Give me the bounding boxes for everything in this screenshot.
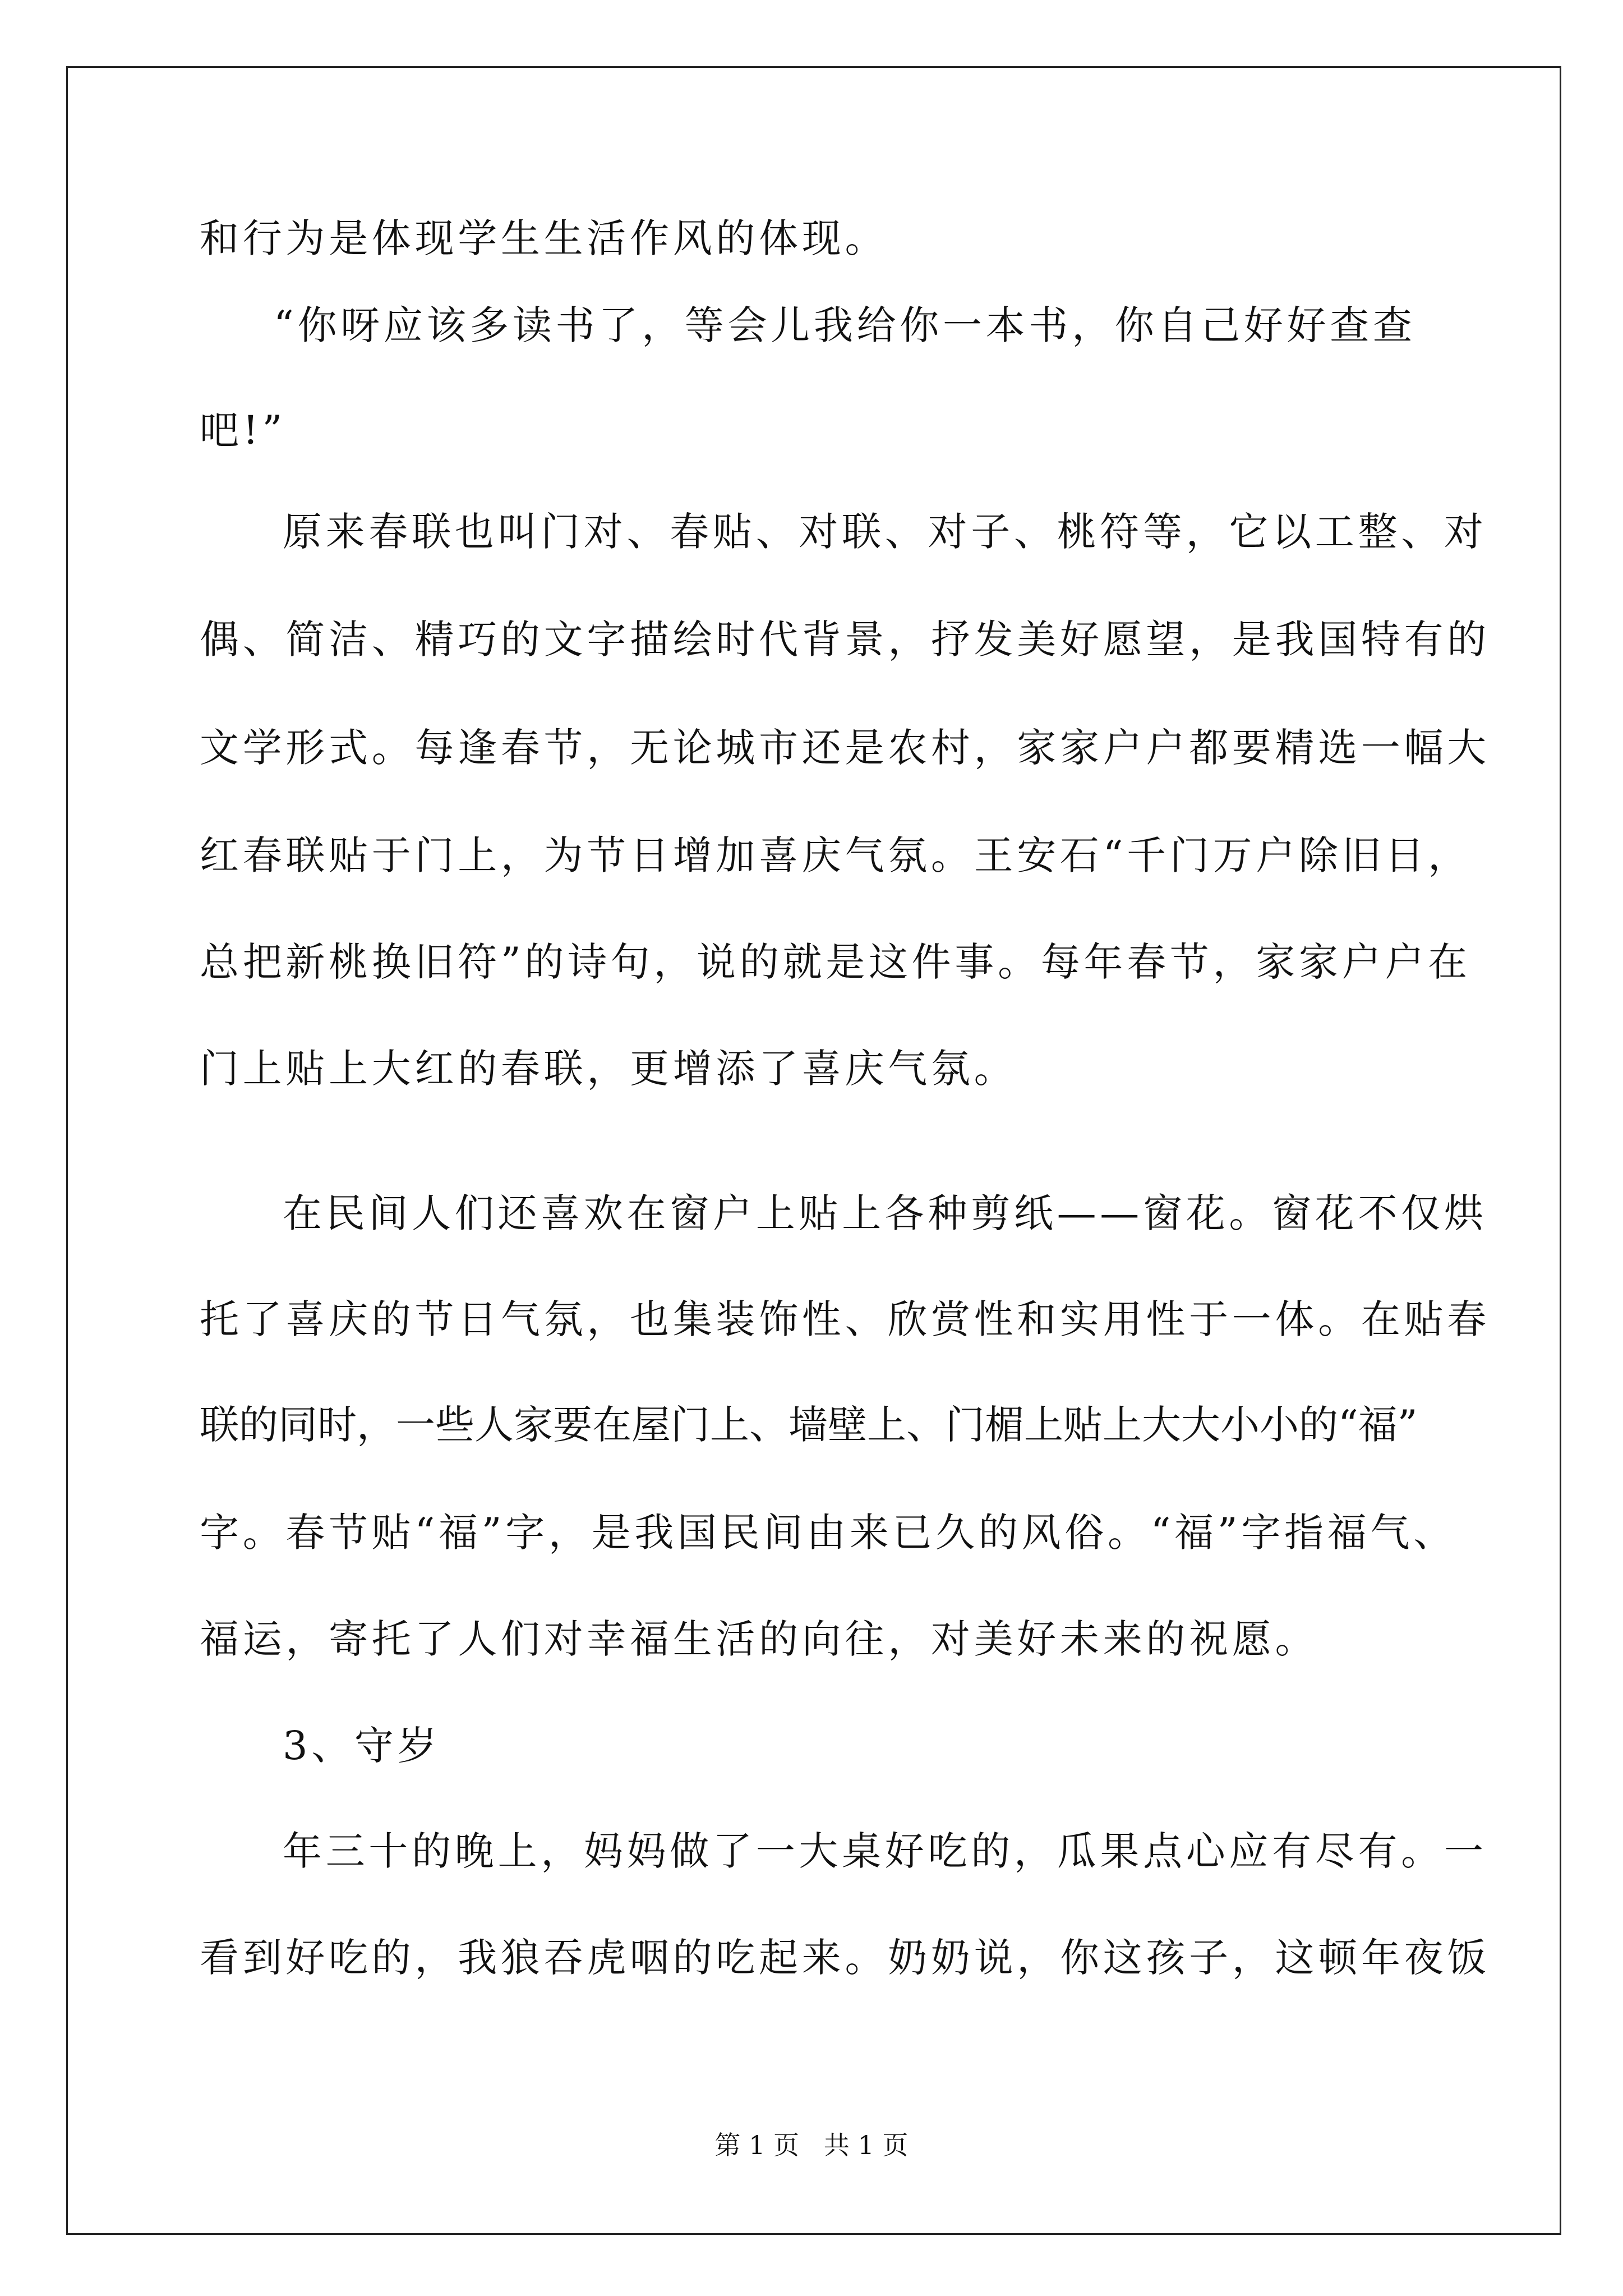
body-line: “你呀应该多读书了，等会儿我给你一本书，你自己好好查查	[274, 302, 1416, 348]
body-line: 文学形式。每逢春节，无论城市还是农村，家家户户都要精选一幅大	[200, 725, 1490, 771]
body-line: 托了喜庆的节日气氛，也集装饰性、欣赏性和实用性于一体。在贴春	[200, 1296, 1490, 1342]
body-line: 联的同时，一些人家要在屋门上、墙壁上、门楣上贴上大大小小的“福”	[200, 1402, 1418, 1448]
body-line: 在民间人们还喜欢在窗户上贴上各种剪纸——窗花。窗花不仅烘	[283, 1190, 1487, 1236]
body-line: 吧!”	[200, 407, 287, 453]
body-line: 门上贴上大红的春联，更增添了喜庆气氛。	[200, 1046, 1017, 1092]
section-heading: 3、守岁	[283, 1723, 441, 1769]
body-line: 字。春节贴“福”字，是我国民间由来已久的风俗。“福”字指福气、	[200, 1510, 1456, 1556]
body-line: 原来春联也叫门对、春贴、对联、对子、桃符等，它以工整、对	[283, 509, 1487, 555]
body-line: 红春联贴于门上，为节日增加喜庆气氛。王安石“千门万户除旧日，	[200, 832, 1471, 878]
body-line: 总把新桃换旧符”的诗句，说的就是这件事。每年春节，家家户户在	[200, 939, 1471, 985]
body-line: 和行为是体现学生生活作风的体现。	[200, 215, 888, 261]
page-border	[66, 66, 1561, 2235]
body-line: 看到好吃的，我狼吞虎咽的吃起来。奶奶说，你这孩子，这顿年夜饭	[200, 1935, 1490, 1981]
body-line: 年三十的晚上，妈妈做了一大桌好吃的，瓜果点心应有尽有。一	[283, 1828, 1487, 1874]
body-line: 偶、简洁、精巧的文字描绘时代背景，抒发美好愿望，是我国特有的	[200, 616, 1490, 662]
body-line: 福运，寄托了人们对幸福生活的向往，对美好未来的祝愿。	[200, 1616, 1318, 1662]
page-number: 第 1 页 共 1 页	[714, 2130, 909, 2160]
